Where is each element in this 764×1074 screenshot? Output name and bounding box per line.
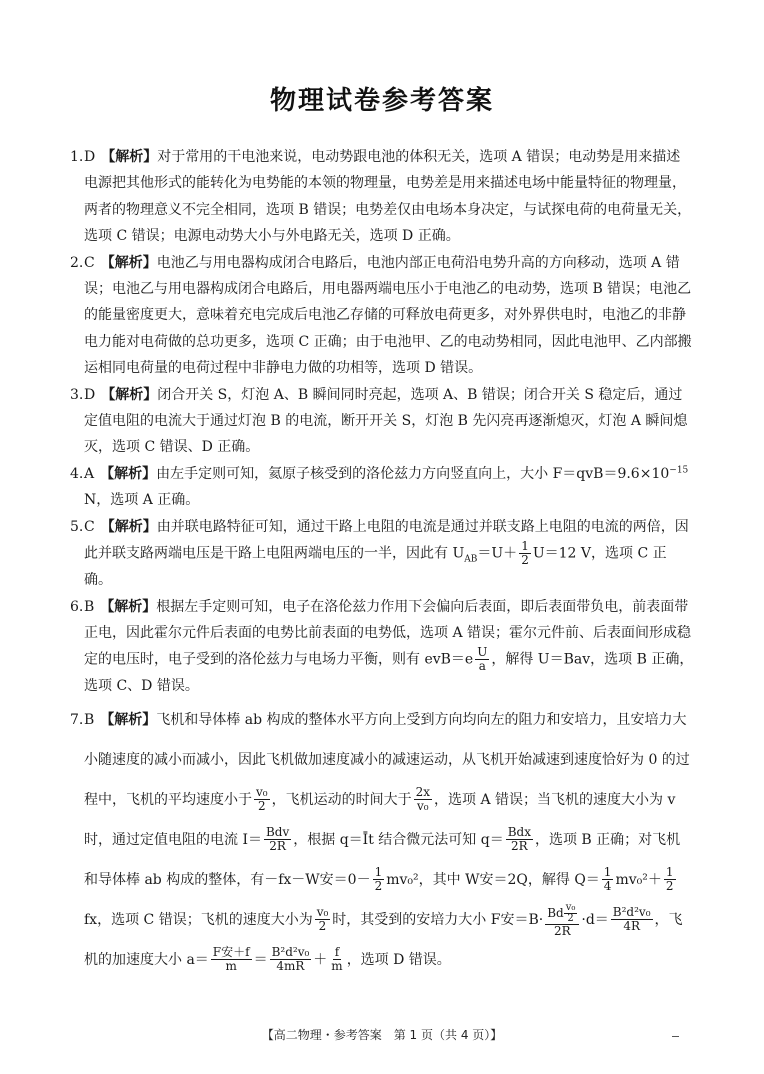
explanation-text: 电池乙与用电器构成闭合电路后，电池内部正电荷沿电势升高的方向移动，选项 A 错误；电池乙与用电器构成闭合电路后，用电器两端电压小于电池乙的电动势，选项 B 错误；电池乙的能量密度更大，意味着充电完成后电池乙存储的可释放电荷更多，对外界供电时，电池乙的非静电力能对电荷做的总功更多，选项 C 正确；由于电池甲、乙的电动势相同，因此电池甲、乙内部搬运相同电荷量的电荷过程中非静电力做的功相等，选项 D 错误。 <box>84 254 692 377</box>
fraction-numerator: F安＋f <box>212 945 250 960</box>
numerator-text: Bd <box>547 905 564 920</box>
item-number: 4. <box>70 465 84 482</box>
explanation-text: U＝12 V，选项 C 正确。 <box>84 545 667 589</box>
fraction-numerator: B²d²v₀ <box>612 905 651 920</box>
answer-letter: B <box>84 711 95 728</box>
nested-fraction <box>564 903 578 924</box>
explanation-text: 闭合开关 S，灯泡 A、B 瞬间同时亮起，选项 A、B 错误；闭合开关 S 稳定后，通过定值电阻的电流大于通过灯泡 B 的电流，断开开关 S，灯泡 B 先闪亮再逐渐熄灭，灯泡 A 瞬间熄灭，选项 C 错误、D 正确。 <box>84 386 688 456</box>
answer-letter: C <box>84 254 95 271</box>
explanation-text: mv₀²，其中 W安＝2Q，解得 Q＝ <box>386 871 600 888</box>
item-number: 7. <box>70 711 84 728</box>
explanation-text: 飞机和导体棒 ab 构成的整体水平方向上受到方向均向左的阻力和安培力，且安培力大小随速度的减小而减小，因此飞机做加速度减小的减速运动，从飞机开始减速到速度恰好为 0 的过程中，飞机的平均速度小于 <box>84 711 690 808</box>
explanation-text: ，选项 B 正确；对飞机和导体棒 ab 构成的整体，有－fx－W安＝0－ <box>84 831 681 888</box>
analysis-tag: 【解析】 <box>101 386 158 403</box>
explanation-text: N，选项 A 正确。 <box>84 492 200 509</box>
fraction <box>329 946 344 973</box>
compound-fraction <box>545 903 579 937</box>
exponent: −15 <box>669 465 689 476</box>
analysis-tag: 【解析】 <box>100 711 157 728</box>
answer-item-1 <box>70 144 694 250</box>
fraction <box>211 946 252 973</box>
fraction-denominator: 4mR <box>276 959 305 974</box>
fraction <box>315 906 331 933</box>
fraction-numerator: 1 <box>521 539 529 554</box>
fraction-denominator: v₀ <box>417 799 429 814</box>
fraction <box>664 866 676 893</box>
answer-letter: D <box>84 386 96 403</box>
fraction-denominator: 2 <box>318 919 327 934</box>
fraction-denominator: 4R <box>623 919 640 934</box>
explanation-text: fx，选项 C 错误；飞机的速度大小为 <box>84 911 313 928</box>
analysis-tag: 【解析】 <box>100 518 157 535</box>
fraction <box>414 786 432 813</box>
explanation-text: ＝U＋ <box>477 545 518 562</box>
fraction <box>506 826 533 853</box>
explanation-text: ，选项 D 错误。 <box>346 951 451 968</box>
page-title: 物理试卷参考答案 <box>269 86 494 116</box>
explanation-text: 由左手定则可知，氦原子核受到的洛伦兹力方向竖直向上，大小 F＝qvB＝9.6× <box>156 465 652 482</box>
fraction-numerator: 1 <box>665 865 674 880</box>
fraction <box>602 866 614 893</box>
fraction-denominator: 2R <box>269 839 286 854</box>
fraction-numerator: Bdv <box>265 825 290 840</box>
answer-item-4 <box>70 461 694 514</box>
fraction <box>611 906 653 933</box>
answer-item-3 <box>70 382 694 461</box>
fraction <box>519 540 531 567</box>
explanation-text: mv₀²＋ <box>615 871 662 888</box>
explanation-text: 由并联电路特征可知，通过干路上电阻的电流是通过并联支路上电阻的电流的两倍，因此并联支路两端电压是干路上电阻两端电压的一半，因此有 U <box>84 518 689 562</box>
fraction-numerator: 2x <box>415 785 430 800</box>
explanation-text: ＋ <box>313 951 328 968</box>
explanation-text: 对于常用的干电池来说，电动势跟电池的体积无关，选项 A 错误；电动势是用来描述电源把其他形式的能转化为电势能的本领的物理量，电势差是用来描述电场中能量特征的物理量，两者的物理意义不完全相同，选项 B 错误；电势差仅由电场本身决定，与试探电荷的电荷量无关，选项 C 错误；电源电动势大小与外电路无关，选项 D 正确。 <box>84 149 692 245</box>
explanation-text: ·d＝ <box>581 911 609 928</box>
fraction-numerator: Bdx <box>507 825 531 840</box>
explanation-text: ，飞机运动的时间大于 <box>271 791 412 808</box>
fraction-numerator: v₀ <box>256 785 268 800</box>
explanation-text: 时，其受到的安培力大小 F安＝B· <box>332 911 544 928</box>
subscript: AB <box>464 554 478 565</box>
item-number: 6. <box>70 598 84 615</box>
fraction-numerator: f <box>334 945 340 960</box>
page-footer: 【高二物理・参考答案 第 1 页（共 4 页）】 <box>261 1028 503 1042</box>
fraction-denominator: 2R <box>553 923 571 938</box>
fraction-numerator <box>545 903 579 925</box>
fraction-denominator: 2 <box>521 553 529 568</box>
fraction-denominator: m <box>331 959 343 974</box>
fraction-numerator: U <box>477 645 488 660</box>
explanation-text: 根据左手定则可知，电子在洛伦兹力作用下会偏向后表面，即后表面带负电，前表面带正电，因此霍尔元件后表面的电势比前表面的电势低，选项 A 错误；霍尔元件前、后表面间形成稳定的电压时，电子受到的洛伦兹力与电场力平衡，则有 evB＝e <box>84 598 692 668</box>
item-number: 2. <box>70 254 84 271</box>
analysis-tag: 【解析】 <box>100 465 157 482</box>
exponent-base: 10 <box>651 465 670 482</box>
answer-item-6 <box>70 594 694 700</box>
fraction-denominator: a <box>478 659 486 674</box>
explanation-text: ，选项 A 错误；当飞机的速度大小为 v 时，通过定值电阻的电流 I＝ <box>84 791 676 848</box>
fraction <box>270 946 312 973</box>
answer-list <box>70 144 694 980</box>
fraction-denominator: m <box>225 959 237 974</box>
answer-letter: C <box>84 518 95 535</box>
nested-denominator: 2 <box>567 912 574 924</box>
nested-numerator: v₀ <box>565 901 576 913</box>
analysis-tag: 【解析】 <box>100 598 157 615</box>
fraction-denominator: 2R <box>511 839 528 854</box>
answer-letter: A <box>84 465 95 482</box>
fraction-numerator: 1 <box>603 865 612 880</box>
fraction <box>254 786 270 813</box>
item-number: 5. <box>70 518 84 535</box>
explanation-text: ，飞机的加速度大小 a＝ <box>84 911 683 968</box>
corner-mark <box>672 1036 679 1037</box>
fraction-denominator: 4 <box>603 879 612 894</box>
fraction <box>373 866 385 893</box>
answer-letter: B <box>84 598 95 615</box>
answer-item-2 <box>70 250 694 382</box>
fraction <box>475 646 489 673</box>
analysis-tag: 【解析】 <box>100 254 157 271</box>
fraction-numerator: 1 <box>374 865 383 880</box>
fraction-denominator: 2 <box>665 879 674 894</box>
answer-item-5 <box>70 514 694 594</box>
fraction-numerator: B²d²v₀ <box>271 945 310 960</box>
explanation-text: ＝ <box>253 951 268 968</box>
answer-item-7 <box>70 700 694 980</box>
explanation-text: ，解得 U＝Bav，选项 B 正确，选项 C、D 错误。 <box>84 651 694 695</box>
answer-letter: D <box>84 149 96 165</box>
item-number: 3. <box>70 386 84 403</box>
analysis-tag: 【解析】 <box>101 149 158 165</box>
fraction <box>264 826 291 853</box>
fraction-denominator: 2 <box>374 879 383 894</box>
explanation-text: ，根据 q＝Īt 结合微元法可知 q＝ <box>293 831 504 848</box>
fraction-numerator: v₀ <box>316 905 329 920</box>
item-number: 1. <box>70 149 84 165</box>
fraction-denominator: 2 <box>257 799 266 814</box>
